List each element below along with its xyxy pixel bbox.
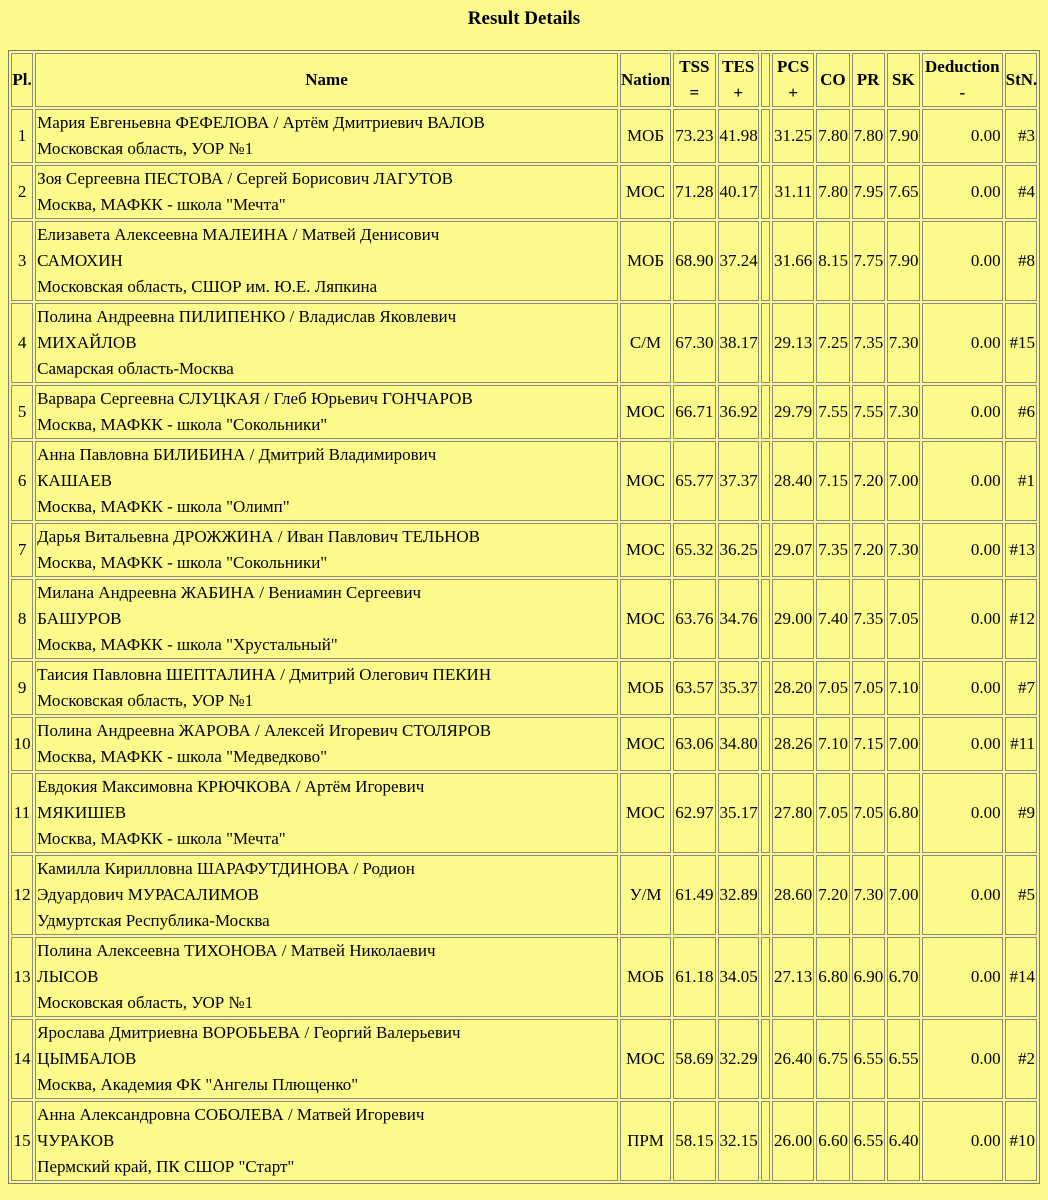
name-line: Московская область, УОР №1 [37, 691, 254, 710]
pcs-cell: 28.26 [772, 717, 814, 771]
name-line: Полина Андреевна ЖАРОВА / Алексей Игоревич СТОЛЯРОВ [37, 721, 492, 740]
co-cell: 7.35 [816, 523, 849, 577]
header-tss: TSS = [673, 53, 715, 107]
tss-cell: 65.32 [673, 523, 715, 577]
pcs-cell: 26.40 [772, 1019, 814, 1099]
sk-cell: 7.30 [887, 523, 920, 577]
tes-cell: 35.17 [718, 773, 759, 853]
spacer-cell [761, 303, 770, 383]
tes-cell: 32.15 [718, 1101, 759, 1181]
name-cell [35, 441, 618, 521]
name-cell [35, 523, 618, 577]
co-cell: 7.40 [816, 579, 849, 659]
tes-cell: 35.37 [718, 661, 759, 715]
start-number-cell: #2 [1005, 1019, 1037, 1099]
header-sk: SK [887, 53, 920, 107]
pcs-cell: 27.13 [772, 937, 814, 1017]
name-line: Камилла Кирилловна ШАРАФУТДИНОВА / Родион [37, 859, 415, 878]
results-body [11, 109, 1037, 1181]
place-cell: 14 [11, 1019, 33, 1099]
tss-cell: 67.30 [673, 303, 715, 383]
start-number-cell: #4 [1005, 165, 1037, 219]
co-cell: 7.25 [816, 303, 849, 383]
name-line: Мария Евгеньевна ФЕФЕЛОВА / Артём Дмитриевич ВАЛОВ [37, 113, 485, 132]
name-cell [35, 385, 618, 439]
name-line: Пермский край, ПК СШОР "Старт" [37, 1157, 295, 1176]
spacer-cell [761, 937, 770, 1017]
tss-cell: 65.77 [673, 441, 715, 521]
spacer-cell [761, 855, 770, 935]
name-cell [35, 221, 618, 301]
pr-cell: 7.15 [852, 717, 885, 771]
tes-cell: 38.17 [718, 303, 759, 383]
deduction-cell: 0.00 [922, 937, 1003, 1017]
nation-cell: У/М [620, 855, 671, 935]
sk-cell: 7.65 [887, 165, 920, 219]
nation-cell: МОБ [620, 937, 671, 1017]
nation-cell: С/М [620, 303, 671, 383]
sk-cell: 6.40 [887, 1101, 920, 1181]
name-line: Ярослава Дмитриевна ВОРОБЬЕВА / Георгий Валерьевич [37, 1023, 461, 1042]
name-line: ЦЫМБАЛОВ [37, 1049, 137, 1068]
name-line: Милана Андреевна ЖАБИНА / Вениамин Сергеевич [37, 583, 422, 602]
name-cell [35, 855, 618, 935]
spacer-cell [761, 221, 770, 301]
nation-cell: МОБ [620, 661, 671, 715]
start-number-cell: #3 [1005, 109, 1037, 163]
co-cell: 6.80 [816, 937, 849, 1017]
header-pcs: PCS + [772, 53, 814, 107]
table-row [11, 165, 1037, 219]
nation-cell: МОС [620, 523, 671, 577]
pr-cell: 7.75 [852, 221, 885, 301]
start-number-cell: #13 [1005, 523, 1037, 577]
spacer-cell [761, 385, 770, 439]
header-name: Name [35, 53, 618, 107]
sk-cell: 7.90 [887, 221, 920, 301]
place-cell: 6 [11, 441, 33, 521]
name-cell [35, 1019, 618, 1099]
pcs-cell: 28.60 [772, 855, 814, 935]
place-cell: 9 [11, 661, 33, 715]
sk-cell: 7.05 [887, 579, 920, 659]
place-cell: 7 [11, 523, 33, 577]
tss-cell: 63.57 [673, 661, 715, 715]
start-number-cell: #12 [1005, 579, 1037, 659]
name-line: Москва, МАФКК - школа "Медведково" [37, 747, 328, 766]
pcs-cell: 31.11 [772, 165, 814, 219]
pr-cell: 7.55 [852, 385, 885, 439]
place-cell: 10 [11, 717, 33, 771]
pr-cell: 6.55 [852, 1019, 885, 1099]
table-row [11, 303, 1037, 383]
nation-cell: МОС [620, 165, 671, 219]
name-cell [35, 773, 618, 853]
name-line: БАШУРОВ [37, 609, 122, 628]
header-deduction: Deduction - [922, 53, 1003, 107]
co-cell: 8.15 [816, 221, 849, 301]
pr-cell: 7.80 [852, 109, 885, 163]
pr-cell: 7.05 [852, 661, 885, 715]
header-nation: Nation [620, 53, 671, 107]
name-cell [35, 1101, 618, 1181]
pcs-cell: 29.00 [772, 579, 814, 659]
table-row [11, 579, 1037, 659]
co-cell: 7.80 [816, 165, 849, 219]
sk-cell: 7.30 [887, 303, 920, 383]
deduction-cell: 0.00 [922, 579, 1003, 659]
table-row [11, 661, 1037, 715]
deduction-cell: 0.00 [922, 303, 1003, 383]
nation-cell: МОС [620, 441, 671, 521]
name-line: Москва, Академия ФК "Ангелы Плющенко" [37, 1075, 359, 1094]
table-row [11, 221, 1037, 301]
pr-cell: 7.05 [852, 773, 885, 853]
spacer-cell [761, 109, 770, 163]
spacer-cell [761, 523, 770, 577]
name-line: Елизавета Алексеевна МАЛЕИНА / Матвей Денисович [37, 225, 440, 244]
spacer-cell [761, 1019, 770, 1099]
pcs-cell: 28.40 [772, 441, 814, 521]
sk-cell: 7.00 [887, 717, 920, 771]
spacer-cell [761, 1101, 770, 1181]
spacer-cell [761, 165, 770, 219]
name-line: Москва, МАФКК - школа "Сокольники" [37, 415, 328, 434]
tss-cell: 68.90 [673, 221, 715, 301]
header-spacer [761, 53, 770, 107]
nation-cell: МОБ [620, 109, 671, 163]
place-cell: 5 [11, 385, 33, 439]
pr-cell: 6.55 [852, 1101, 885, 1181]
name-cell [35, 165, 618, 219]
name-line: САМОХИН [37, 251, 123, 270]
spacer-cell [761, 661, 770, 715]
co-cell: 7.10 [816, 717, 849, 771]
name-line: Москва, МАФКК - школа "Мечта" [37, 195, 286, 214]
header-pl: Pl. [11, 53, 33, 107]
co-cell: 6.75 [816, 1019, 849, 1099]
nation-cell: МОС [620, 717, 671, 771]
pcs-cell: 26.00 [772, 1101, 814, 1181]
spacer-cell [761, 441, 770, 521]
nation-cell: МОС [620, 385, 671, 439]
name-line: КАШАЕВ [37, 471, 112, 490]
tss-cell: 63.76 [673, 579, 715, 659]
nation-cell: МОС [620, 579, 671, 659]
place-cell: 13 [11, 937, 33, 1017]
deduction-cell: 0.00 [922, 221, 1003, 301]
tss-cell: 63.06 [673, 717, 715, 771]
pcs-cell: 27.80 [772, 773, 814, 853]
tes-cell: 41.98 [718, 109, 759, 163]
tss-cell: 61.49 [673, 855, 715, 935]
sk-cell: 7.00 [887, 441, 920, 521]
place-cell: 4 [11, 303, 33, 383]
pcs-cell: 28.20 [772, 661, 814, 715]
pr-cell: 6.90 [852, 937, 885, 1017]
name-line: Таисия Павловна ШЕПТАЛИНА / Дмитрий Олегович ПЕКИН [37, 665, 492, 684]
name-line: ЛЫСОВ [37, 967, 99, 986]
name-line: Полина Алексеевна ТИХОНОВА / Матвей Николаевич [37, 941, 436, 960]
name-cell [35, 303, 618, 383]
start-number-cell: #5 [1005, 855, 1037, 935]
tes-cell: 40.17 [718, 165, 759, 219]
name-line: Эдуардович МУРАСАЛИМОВ [37, 885, 259, 904]
start-number-cell: #6 [1005, 385, 1037, 439]
start-number-cell: #14 [1005, 937, 1037, 1017]
tes-cell: 32.29 [718, 1019, 759, 1099]
name-cell [35, 579, 618, 659]
name-line: Варвара Сергеевна СЛУЦКАЯ / Глеб Юрьевич ГОНЧАРОВ [37, 389, 473, 408]
deduction-cell: 0.00 [922, 717, 1003, 771]
sk-cell: 6.55 [887, 1019, 920, 1099]
name-cell [35, 937, 618, 1017]
co-cell: 7.55 [816, 385, 849, 439]
deduction-cell: 0.00 [922, 855, 1003, 935]
name-line: Москва, МАФКК - школа "Мечта" [37, 829, 286, 848]
header-co: CO [816, 53, 849, 107]
start-number-cell: #8 [1005, 221, 1037, 301]
header-tes: TES + [718, 53, 759, 107]
table-row [11, 109, 1037, 163]
tes-cell: 36.25 [718, 523, 759, 577]
name-cell [35, 109, 618, 163]
start-number-cell: #9 [1005, 773, 1037, 853]
pr-cell: 7.30 [852, 855, 885, 935]
table-row [11, 441, 1037, 521]
name-line: Зоя Сергеевна ПЕСТОВА / Сергей Борисович ЛАГУТОВ [37, 169, 453, 188]
table-row [11, 717, 1037, 771]
pr-cell: 7.35 [852, 303, 885, 383]
pr-cell: 7.35 [852, 579, 885, 659]
place-cell: 3 [11, 221, 33, 301]
tss-cell: 71.28 [673, 165, 715, 219]
place-cell: 2 [11, 165, 33, 219]
nation-cell: МОБ [620, 221, 671, 301]
name-line: МЯКИШЕВ [37, 803, 127, 822]
tes-cell: 37.24 [718, 221, 759, 301]
name-line: Анна Александровна СОБОЛЕВА / Матвей Игоревич [37, 1105, 425, 1124]
name-line: Полина Андреевна ПИЛИПЕНКО / Владислав Яковлевич [37, 307, 457, 326]
name-line: Анна Павловна БИЛИБИНА / Дмитрий Владимирович [37, 445, 437, 464]
pcs-cell: 31.66 [772, 221, 814, 301]
table-row [11, 937, 1037, 1017]
name-line: Московская область, УОР №1 [37, 139, 254, 158]
deduction-cell: 0.00 [922, 773, 1003, 853]
place-cell: 11 [11, 773, 33, 853]
name-cell [35, 717, 618, 771]
tes-cell: 37.37 [718, 441, 759, 521]
table-row [11, 1019, 1037, 1099]
pcs-cell: 29.79 [772, 385, 814, 439]
pcs-cell: 29.07 [772, 523, 814, 577]
pr-cell: 7.20 [852, 441, 885, 521]
name-cell [35, 661, 618, 715]
nation-cell: ПРМ [620, 1101, 671, 1181]
deduction-cell: 0.00 [922, 165, 1003, 219]
page-title: Result Details [467, 8, 581, 29]
deduction-cell: 0.00 [922, 1019, 1003, 1099]
name-line: Москва, МАФКК - школа "Олимп" [37, 497, 290, 516]
pcs-cell: 29.13 [772, 303, 814, 383]
name-line: Самарская область-Москва [37, 359, 234, 378]
deduction-cell: 0.00 [922, 109, 1003, 163]
table-row [11, 523, 1037, 577]
sk-cell: 7.10 [887, 661, 920, 715]
name-line: ЧУРАКОВ [37, 1131, 115, 1150]
name-line: Московская область, СШОР им. Ю.Е. Ляпкина [37, 277, 378, 296]
start-number-cell: #11 [1005, 717, 1037, 771]
co-cell: 7.20 [816, 855, 849, 935]
name-line: Московская область, УОР №1 [37, 993, 254, 1012]
tss-cell: 61.18 [673, 937, 715, 1017]
tes-cell: 36.92 [718, 385, 759, 439]
name-line: МИХАЙЛОВ [37, 333, 137, 352]
co-cell: 6.60 [816, 1101, 849, 1181]
sk-cell: 7.90 [887, 109, 920, 163]
tes-cell: 34.80 [718, 717, 759, 771]
spacer-cell [761, 717, 770, 771]
name-line: Москва, МАФКК - школа "Сокольники" [37, 553, 328, 572]
table-row [11, 1101, 1037, 1181]
name-line: Евдокия Максимовна КРЮЧКОВА / Артём Игоревич [37, 777, 425, 796]
spacer-cell [761, 773, 770, 853]
tes-cell: 32.89 [718, 855, 759, 935]
sk-cell: 7.00 [887, 855, 920, 935]
deduction-cell: 0.00 [922, 523, 1003, 577]
table-row [11, 855, 1037, 935]
deduction-cell: 0.00 [922, 1101, 1003, 1181]
place-cell: 15 [11, 1101, 33, 1181]
start-number-cell: #7 [1005, 661, 1037, 715]
nation-cell: МОС [620, 773, 671, 853]
start-number-cell: #10 [1005, 1101, 1037, 1181]
sk-cell: 7.30 [887, 385, 920, 439]
deduction-cell: 0.00 [922, 385, 1003, 439]
place-cell: 1 [11, 109, 33, 163]
place-cell: 8 [11, 579, 33, 659]
spacer-cell [761, 579, 770, 659]
co-cell: 7.05 [816, 773, 849, 853]
start-number-cell: #15 [1005, 303, 1037, 383]
name-line: Москва, МАФКК - школа "Хрустальный" [37, 635, 338, 654]
table-row [11, 385, 1037, 439]
pcs-cell: 31.25 [772, 109, 814, 163]
tss-cell: 73.23 [673, 109, 715, 163]
nation-cell: МОС [620, 1019, 671, 1099]
header-pr: PR [852, 53, 885, 107]
header-stn: StN. [1005, 53, 1037, 107]
sk-cell: 6.80 [887, 773, 920, 853]
tss-cell: 58.69 [673, 1019, 715, 1099]
co-cell: 7.15 [816, 441, 849, 521]
co-cell: 7.80 [816, 109, 849, 163]
deduction-cell: 0.00 [922, 661, 1003, 715]
results-table [8, 50, 1040, 1184]
start-number-cell: #1 [1005, 441, 1037, 521]
tss-cell: 66.71 [673, 385, 715, 439]
tss-cell: 58.15 [673, 1101, 715, 1181]
table-row [11, 773, 1037, 853]
name-line: Удмуртская Республика-Москва [37, 911, 270, 930]
tes-cell: 34.76 [718, 579, 759, 659]
co-cell: 7.05 [816, 661, 849, 715]
pr-cell: 7.95 [852, 165, 885, 219]
header-row [11, 53, 1037, 107]
name-line: Дарья Витальевна ДРОЖЖИНА / Иван Павлович ТЕЛЬНОВ [37, 527, 480, 546]
place-cell: 12 [11, 855, 33, 935]
pr-cell: 7.20 [852, 523, 885, 577]
deduction-cell: 0.00 [922, 441, 1003, 521]
tes-cell: 34.05 [718, 937, 759, 1017]
tss-cell: 62.97 [673, 773, 715, 853]
sk-cell: 6.70 [887, 937, 920, 1017]
